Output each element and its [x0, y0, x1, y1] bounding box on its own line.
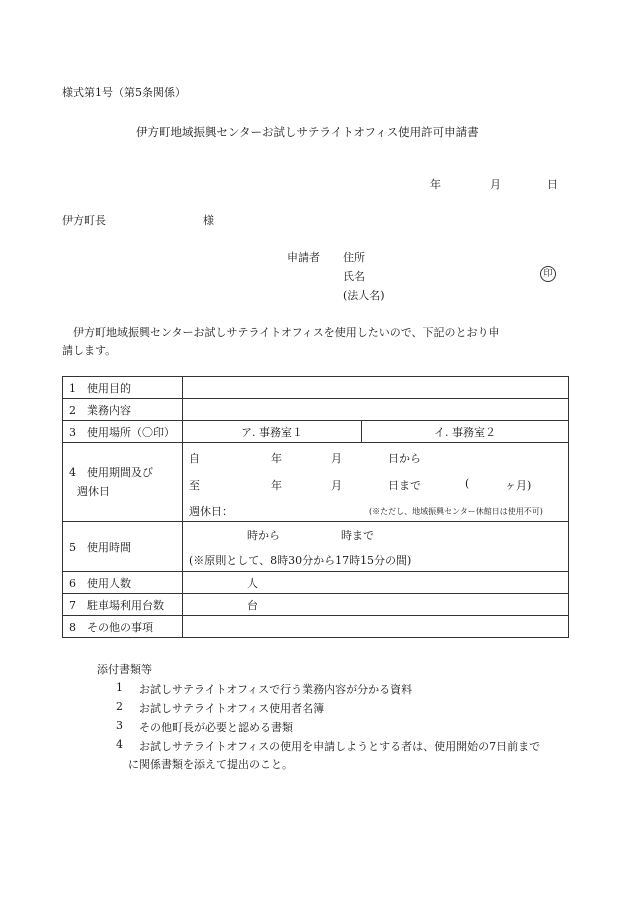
addressee-honorific: 様	[203, 214, 214, 227]
attachment-num: 2	[116, 700, 123, 713]
applicant-label: 申請者	[287, 251, 320, 264]
addressee-name: 伊方町長	[62, 214, 106, 227]
period-label-line2: 週休日	[77, 485, 110, 498]
form-number: 様式第1号（第5条関係）	[62, 86, 186, 99]
hours-note: (※原則として、8時30分から17時15分の間)	[189, 554, 412, 567]
people-field[interactable]	[183, 572, 569, 594]
attachment-num: 3	[116, 719, 123, 732]
other-field[interactable]	[183, 616, 569, 638]
table-row	[63, 616, 569, 638]
application-table	[62, 376, 569, 638]
weekly-holiday-label: 週休日：	[189, 505, 233, 518]
place-label: 3 使用場所（〇印）	[63, 421, 183, 443]
period-label-line1: 4 使用期間及び	[69, 466, 153, 479]
period-to-month: 月	[331, 479, 342, 492]
parking-field[interactable]	[183, 594, 569, 616]
hours-to: 時まで	[341, 529, 374, 542]
seal-mark	[540, 266, 556, 282]
intro-line-1: 伊方町地域振興センターお試しサテライトオフィスを使用したいので、下記のとおり申	[73, 326, 500, 339]
table-row	[63, 421, 569, 443]
table-row	[63, 377, 569, 399]
period-from-day: 日から	[388, 452, 421, 465]
parking-unit: 台	[247, 598, 258, 612]
people-label: 6 使用人数	[63, 572, 183, 594]
business-label: 2 業務内容	[63, 399, 183, 421]
weekly-holiday-note: (※ただし、地域振興センター休館日は使用不可)	[369, 507, 543, 516]
applicant-name-label: 氏名	[343, 270, 365, 283]
people-unit: 人	[247, 576, 258, 590]
attachments-heading: 添付書類等	[97, 663, 152, 676]
attachment-text: お試しサテライトオフィスで行う業務内容が分かる資料	[139, 683, 413, 696]
date-month-label: 月	[490, 178, 501, 191]
attachment-text-continued: に関係書類を添えて提出のこと。	[128, 758, 293, 771]
form-title: 伊方町地域振興センターお試しサテライトオフィス使用許可申請書	[136, 125, 479, 139]
date-day-label: 日	[547, 178, 558, 191]
period-to-label: 至	[189, 479, 200, 492]
purpose-label: 1 使用目的	[63, 377, 183, 399]
attachment-num: 4	[116, 738, 123, 751]
period-from-month: 月	[331, 452, 342, 465]
attachment-text: お試しサテライトオフィスの使用を申請しようとする者は、使用開始の7日前まで	[139, 740, 541, 753]
table-row	[63, 594, 569, 616]
period-to-year: 年	[271, 479, 282, 492]
hours-from: 時から	[247, 529, 280, 542]
purpose-field[interactable]	[183, 377, 569, 399]
applicant-corp-label: (法人名)	[343, 289, 385, 302]
period-months-open: (	[465, 477, 470, 490]
attachment-text: その他町長が必要と認める書類	[139, 721, 293, 734]
hours-label: 5 使用時間	[63, 522, 183, 572]
attachment-num: 1	[116, 681, 123, 694]
period-to-day: 日まで	[388, 479, 421, 492]
parking-label: 7 駐車場利用台数	[63, 594, 183, 616]
period-months-close: ヶ月)	[505, 479, 532, 492]
table-row	[63, 522, 569, 572]
period-from-year: 年	[271, 452, 282, 465]
intro-line-2: 請します。	[62, 344, 117, 357]
period-field[interactable]	[183, 443, 569, 522]
room2-option[interactable]: イ. 事務室２	[362, 421, 569, 443]
business-field[interactable]	[183, 399, 569, 421]
date-year-label: 年	[430, 178, 441, 191]
table-row	[63, 399, 569, 421]
room1-option[interactable]: ア. 事務室１	[183, 421, 362, 443]
table-row	[63, 443, 569, 522]
period-from-label: 自	[189, 452, 200, 465]
period-label	[63, 443, 183, 522]
applicant-address-label: 住所	[343, 251, 365, 264]
hours-field[interactable]	[183, 522, 569, 572]
table-row	[63, 572, 569, 594]
other-label: 8 その他の事項	[63, 616, 183, 638]
seal-label: 印	[543, 269, 553, 279]
attachment-text: お試しサテライトオフィス使用者名簿	[139, 702, 325, 715]
